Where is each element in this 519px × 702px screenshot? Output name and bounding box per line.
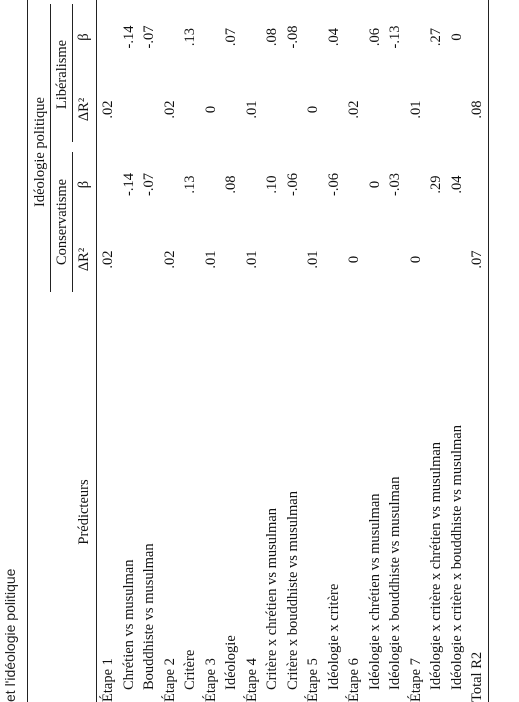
row-label: Critère x bouddhiste vs musulman	[284, 491, 301, 690]
row-label: Chrétien vs musulman	[120, 559, 137, 690]
cell-cons-dr2: .02	[161, 250, 178, 269]
cell-cons-b: .08	[223, 175, 239, 194]
row-label: Étape 7	[407, 658, 424, 702]
cell-lib-b: -.08	[284, 25, 301, 49]
cell-cons-dr2: .02	[100, 250, 116, 269]
cell-lib-dr2: .01	[407, 100, 424, 119]
header-cons-delta-r2: ΔR²	[76, 247, 92, 272]
cell-lib-b: .13	[182, 27, 198, 47]
cell-cons-b: .10	[264, 175, 280, 194]
cell-cons-b: -.03	[387, 173, 403, 196]
cell-cons-b: .04	[448, 175, 465, 194]
cell-cons-dr2: .01	[243, 250, 260, 269]
cell-cons-dr2: 0	[407, 255, 424, 264]
cell-cons-b: -.06	[325, 173, 342, 196]
cell-cons-b: .29	[428, 175, 444, 194]
group-underline	[50, 4, 51, 292]
header-group-ideology: Idéologie politique	[32, 97, 48, 207]
cell-lib-b: .04	[325, 27, 342, 47]
cell-cons-dr2: 0	[346, 255, 362, 264]
cell-lib-b: .27	[428, 27, 444, 47]
row-label: Étape 2	[161, 658, 178, 702]
cell-cons-b: -.07	[141, 173, 157, 196]
row-label: Idéologie x bouddhiste vs musulman	[387, 476, 403, 690]
cell-cons-b: .13	[182, 175, 198, 194]
row-label: Idéologie x critère x chrétien vs musulman	[428, 441, 444, 690]
header-cons-beta: β	[76, 180, 92, 189]
cell-lib-dr2: 0	[305, 105, 321, 114]
cell-cons-dr2: .01	[202, 250, 219, 269]
cell-lib-dr2: .02	[161, 100, 178, 119]
cell-cons-dr2: .01	[305, 250, 321, 269]
header-conservatism: Conservatisme	[54, 178, 70, 266]
cell-lib-dr2: .01	[243, 100, 260, 119]
cell-lib-b: -.13	[387, 25, 403, 49]
cell-lib-dr2: 0	[202, 105, 219, 114]
cell-lib-b: .08	[264, 27, 280, 47]
row-label: Total R2	[469, 651, 485, 702]
row-label: Bouddhiste vs musulman	[141, 543, 157, 690]
cell-lib-dr2: .02	[100, 100, 116, 119]
cell-lib-b: .06	[366, 27, 383, 47]
cell-cons-dr2: .07	[469, 250, 485, 269]
header-liberalism: Libéralisme	[54, 39, 70, 110]
row-label: Critère	[182, 649, 198, 690]
row-label: Critère x chrétien vs musulman	[264, 507, 280, 690]
cell-lib-b: -.14	[120, 25, 137, 49]
cell-cons-b: -.14	[120, 173, 137, 196]
row-label: Étape 6	[346, 658, 362, 702]
row-label: Idéologie x chrétien vs musulman	[366, 493, 383, 690]
row-label: Étape 1	[100, 658, 116, 702]
cell-lib-b: .07	[223, 27, 239, 47]
row-label: Étape 3	[202, 658, 219, 702]
cell-cons-b: 0	[366, 180, 383, 189]
row-label: Étape 4	[243, 658, 260, 702]
top-rule	[27, 0, 28, 702]
row-label: Étape 5	[305, 658, 321, 702]
row-label: Idéologie	[223, 635, 239, 690]
header-predictors: Prédicteurs	[76, 479, 92, 545]
header-rule	[96, 0, 97, 702]
cell-lib-b: -.07	[141, 25, 157, 49]
row-label: Idéologie x critère	[325, 583, 342, 690]
header-lib-beta: β	[76, 33, 92, 41]
header-lib-delta-r2: ΔR²	[76, 97, 92, 122]
table-caption: et l'idéologie politique	[2, 568, 18, 702]
cell-cons-b: -.06	[284, 173, 301, 196]
bottom-rule	[488, 0, 489, 702]
liberalism-underline	[72, 4, 73, 142]
conservatism-underline	[72, 152, 73, 292]
cell-lib-b: 0	[448, 33, 465, 41]
cell-lib-dr2: .08	[469, 100, 485, 119]
cell-lib-dr2: .02	[346, 100, 362, 119]
row-label: Idéologie x critère x bouddhiste vs musulman	[448, 425, 465, 690]
